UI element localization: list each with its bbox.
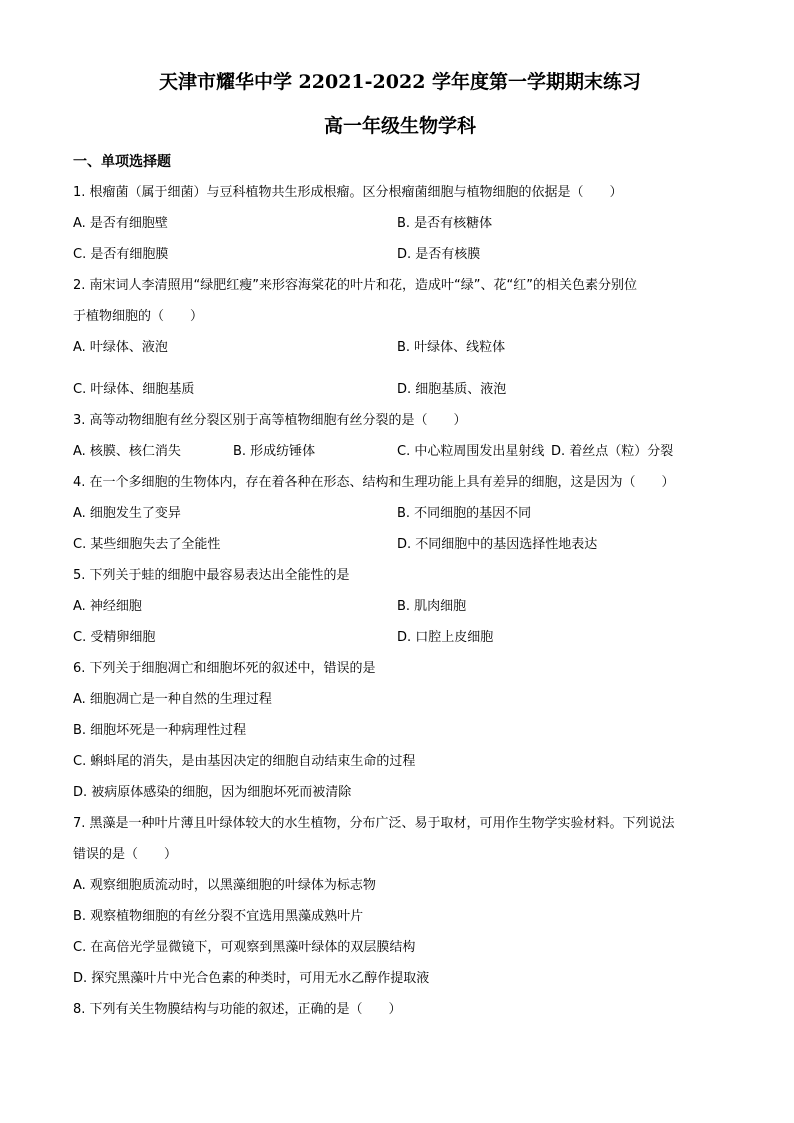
question-7 (73, 814, 733, 989)
options-row (73, 245, 733, 265)
options-row (73, 628, 733, 648)
option-c: C. 蝌蚪尾的消失，是由基因决定的细胞自动结束生命的过程 (73, 754, 416, 769)
option-a: A. 是否有细胞壁 (73, 216, 168, 231)
option-a: A. 神经细胞 (73, 599, 142, 614)
option-b: B. 细胞坏死是一种病理性过程 (73, 723, 247, 738)
question-stem: 8. 下列有关生物膜结构与功能的叙述，正确的是（ ） (73, 1002, 402, 1017)
option-d: D. 探究黑藻叶片中光合色素的种类时，可用无水乙醇作提取液 (73, 971, 430, 986)
option-b: B. 叶绿体、线粒体 (397, 340, 506, 355)
option-a: A. 核膜、核仁消失 (73, 444, 181, 459)
option-c: C. 某些细胞失去了全能性 (73, 537, 221, 552)
question-stem: 4. 在一个多细胞的生物体内，存在着各种在形态、结构和生理功能上具有差异的细胞，这是因为（ ） (73, 475, 675, 490)
option-a: A. 叶绿体、液泡 (73, 340, 168, 355)
option-a: A. 细胞发生了变异 (73, 506, 181, 521)
option-b: B. 形成纺锤体 (233, 444, 316, 459)
exam-subtitle: 高一年级生物学科 (323, 115, 476, 137)
option-b: B. 不同细胞的基因不同 (397, 506, 532, 521)
options-row (73, 380, 733, 400)
options-row (73, 338, 733, 358)
options-row (73, 214, 733, 234)
question-4 (73, 473, 733, 555)
exam-title: 天津市耀华中学 22021-2022 学年度第一学期期末练习 (158, 71, 642, 93)
option-c: C. 中心粒周围发出星射线 (397, 444, 545, 459)
option-b: B. 观察植物细胞的有丝分裂不宜选用黑藻成熟叶片 (73, 909, 364, 924)
options-row (73, 442, 733, 462)
option-c: C. 受精卵细胞 (73, 630, 156, 645)
question-5 (73, 566, 733, 648)
option-b: B. 肌肉细胞 (397, 599, 467, 614)
question-stem: 3. 高等动物细胞有丝分裂区别于高等植物细胞有丝分裂的是（ ） (73, 413, 467, 428)
question-stem-continued: 于植物细胞的（ ） (73, 309, 204, 324)
option-d: D. 口腔上皮细胞 (397, 630, 494, 645)
section-heading: 一、单项选择题 (73, 154, 171, 170)
option-b: B. 是否有核糖体 (397, 216, 493, 231)
options-row (73, 597, 733, 617)
option-c: C. 在高倍光学显微镜下，可观察到黑藻叶绿体的双层膜结构 (73, 940, 416, 955)
question-stem: 1. 根瘤菌（属于细菌）与豆科植物共生形成根瘤。区分根瘤菌细胞与植物细胞的依据是（ ） (73, 185, 623, 200)
question-stem: 2. 南宋词人李清照用“绿肥红瘦”来形容海棠花的叶片和花，造成叶“绿”、花“红”的相关色素分别位 (73, 278, 637, 293)
option-d: D. 被病原体感染的细胞，因为细胞坏死而被清除 (73, 785, 352, 800)
options-row (73, 504, 733, 524)
question-1 (73, 183, 733, 265)
option-c: C. 是否有细胞膜 (73, 247, 169, 262)
option-d: D. 不同细胞中的基因选择性地表达 (397, 537, 598, 552)
option-c: C. 叶绿体、细胞基质 (73, 382, 195, 397)
question-3 (73, 411, 733, 462)
option-a: A. 细胞凋亡是一种自然的生理过程 (73, 692, 272, 707)
exam-page (73, 68, 733, 1020)
question-8 (73, 1000, 733, 1020)
question-2 (73, 276, 733, 400)
option-d: D. 是否有核膜 (397, 247, 481, 262)
options-row (73, 535, 733, 555)
question-stem-continued: 错误的是（ ） (73, 847, 178, 862)
option-a: A. 观察细胞质流动时，以黑藻细胞的叶绿体为标志物 (73, 878, 376, 893)
question-stem: 5. 下列关于蛙的细胞中最容易表达出全能性的是 (73, 568, 350, 583)
option-d: D. 着丝点（粒）分裂 (551, 444, 674, 459)
question-6 (73, 659, 733, 803)
option-d: D. 细胞基质、液泡 (397, 382, 507, 397)
question-stem: 6. 下列关于细胞凋亡和细胞坏死的叙述中，错误的是 (73, 661, 376, 676)
question-stem: 7. 黑藻是一种叶片薄且叶绿体较大的水生植物，分布广泛、易于取材，可用作生物学实验材料。下列说法 (73, 816, 675, 831)
